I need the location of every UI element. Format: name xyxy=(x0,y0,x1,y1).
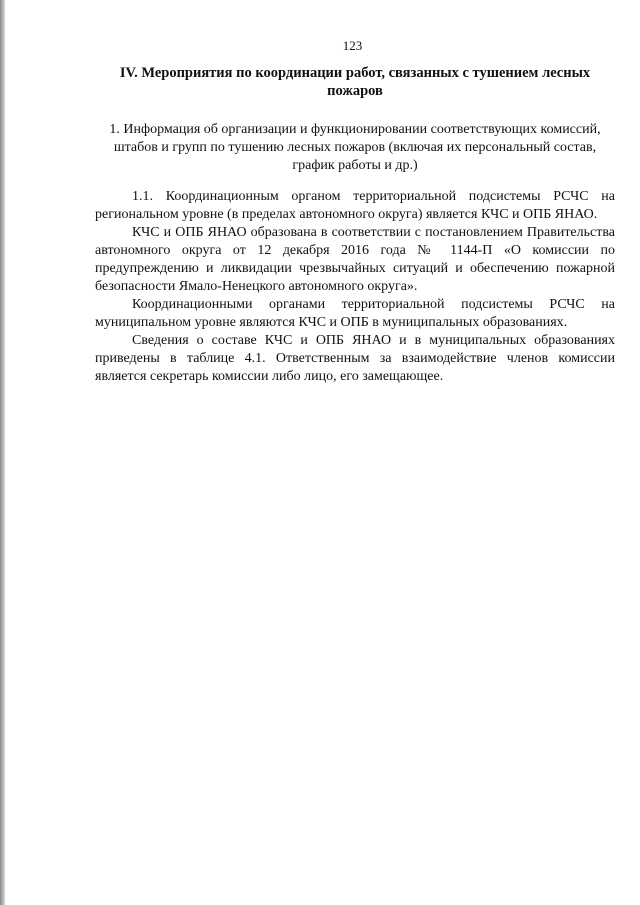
page-number: 123 xyxy=(342,38,363,53)
section-title: IV. Мероприятия по координации работ, связанных с тушением лесных пожаров xyxy=(119,65,591,99)
subsection-title: 1. Информация об организации и функционировании соответствующих комиссий, штабов и групп по тушению лесных пожаров (включая их персональный состав, график работы и др.) xyxy=(109,122,601,173)
paragraph-composition-info: Сведения о составе КЧС и ОПБ ЯНАО и в муниципальных образованиях приведены в таблице 4.1. Ответственным за взаимодействие членов комиссии является секретарь комиссии либо лицо, его замещающее. xyxy=(95,333,615,384)
paragraph-municipal-bodies: Координационными органами территориальной подсистемы РСЧС на муниципальном уровне являются КЧС и ОПБ в муниципальных образованиях. xyxy=(95,297,615,330)
paragraph-1-1: 1.1. Координационным органом территориальной подсистемы РСЧС на региональном уровне (в пределах автономного округа) является КЧС и ОПБ ЯНАО. xyxy=(95,189,615,222)
paragraph-kchs-establishment: КЧС и ОПБ ЯНАО образована в соответствии с постановлением Правительства автономного округа от 12 декабря 2016 года № 1144-П «О комиссии по предупреждению и ликвидации чрезвычайных ситуаций и обеспечению пожарной безопасности Ямало-Ненецкого автономного округа». xyxy=(95,225,615,294)
body-text xyxy=(95,188,615,386)
scan-left-edge xyxy=(0,0,5,905)
